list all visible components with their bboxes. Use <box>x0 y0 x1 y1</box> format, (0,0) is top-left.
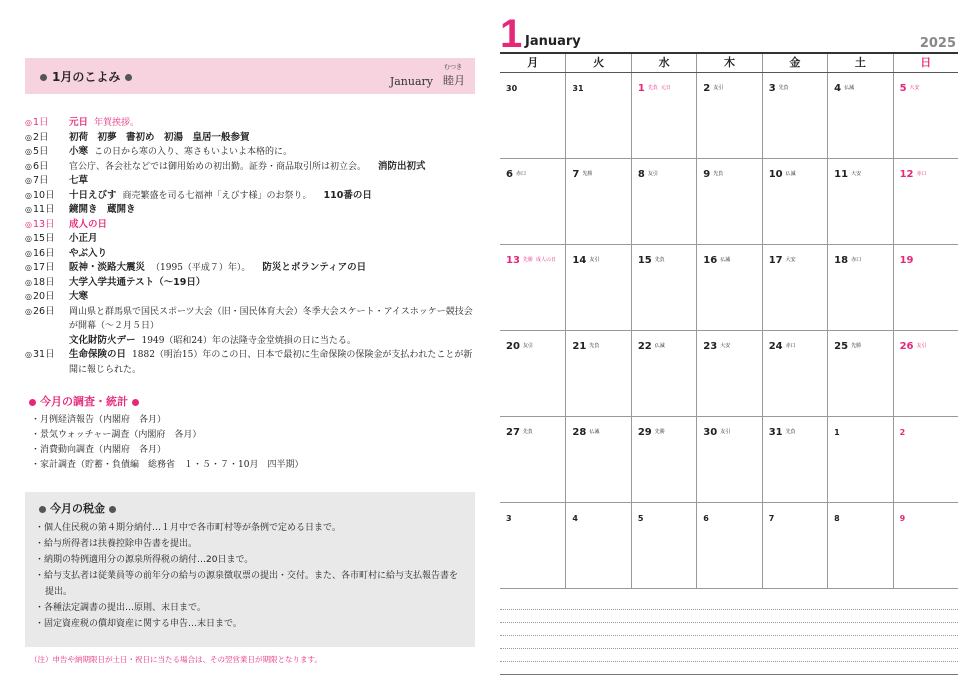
day-number: 7 <box>572 169 580 180</box>
memo-line <box>500 610 958 623</box>
event-name: 文化財防火デー <box>69 334 136 346</box>
event-extra: 110番の日 <box>323 189 372 201</box>
event-body <box>69 203 475 218</box>
event-date: ◎ 31日 <box>25 348 69 377</box>
day-cell[interactable] <box>500 245 565 331</box>
calendar-panel <box>500 12 958 675</box>
day-number: 27 <box>506 427 520 438</box>
day-cell[interactable] <box>762 245 827 331</box>
event-row <box>25 174 475 189</box>
day-cell[interactable] <box>696 73 761 159</box>
tax-item: ・各種法定調書の提出…原則、末日まで。 <box>35 603 206 613</box>
day-cell[interactable] <box>631 417 696 503</box>
day-number: 1 <box>637 83 645 94</box>
day-cell[interactable] <box>696 159 761 245</box>
day-cell[interactable] <box>696 331 761 417</box>
event-date: ◎ 15日 <box>25 232 69 247</box>
weekday-label: 日 <box>893 54 958 72</box>
event-body <box>69 189 475 204</box>
survey-item: ・月例経済報告（内閣府 各月） <box>31 415 167 425</box>
event-date: ◎ 16日 <box>25 247 69 262</box>
weekday-label: 木 <box>696 54 761 72</box>
day-cell[interactable] <box>565 245 630 331</box>
day-cell[interactable] <box>500 331 565 417</box>
day-number: 2 <box>899 428 906 437</box>
day-cells <box>500 73 958 589</box>
weekday-label: 水 <box>631 54 696 72</box>
rokuyo-label: 赤口 <box>515 171 526 177</box>
event-body <box>69 276 475 291</box>
event-extra: 防災とボランティアの日 <box>262 262 367 273</box>
event-name: 初荷 初夢 書初め 初湯 皇居一般参賀 <box>69 131 250 143</box>
rokuyo-label: 友引 <box>713 85 724 91</box>
event-row <box>25 189 475 204</box>
footnote: （注）申告や納期限日が土日・祝日に当たる場合は、その翌営業日が期限となります。 <box>30 655 322 664</box>
rokuyo-label: 赤口 <box>851 257 862 263</box>
event-body <box>69 305 475 334</box>
event-desc: （1995（平成７）年）。 <box>151 263 251 273</box>
event-date: ◎ 26日 <box>25 305 69 334</box>
day-cell[interactable] <box>893 331 958 417</box>
day-number: 30 <box>506 84 518 93</box>
event-desc: この日から寒の入り、寒さもいよいよ本格的に。 <box>94 147 293 157</box>
day-cell[interactable] <box>565 73 630 159</box>
rokuyo-label: 先負 <box>647 85 658 91</box>
rokuyo-label: 友引 <box>589 257 600 263</box>
events-list <box>25 116 475 377</box>
event-date: ◎ 5日 <box>25 145 69 160</box>
day-number: 28 <box>572 427 587 438</box>
day-cell[interactable] <box>827 331 892 417</box>
day-cell[interactable] <box>696 503 761 589</box>
day-number: 3 <box>506 514 512 523</box>
day-cell[interactable] <box>631 331 696 417</box>
event-date: ◎ 2日 <box>25 131 69 146</box>
event-body <box>69 218 475 233</box>
day-number: 12 <box>899 169 914 180</box>
month-number: 1 <box>500 12 523 56</box>
day-number: 6 <box>506 169 513 180</box>
event-name: 小正月 <box>69 233 98 244</box>
memo-line <box>500 636 958 649</box>
holiday-label: 成人の日 <box>535 257 556 263</box>
event-name: 阪神・淡路大震災 <box>69 262 146 273</box>
event-name: 元日 <box>69 117 89 128</box>
day-number: 15 <box>637 255 652 266</box>
rokuyo-label: 先負 <box>778 85 789 91</box>
event-body <box>69 290 475 305</box>
day-cell[interactable] <box>893 503 958 589</box>
day-number: 10 <box>768 169 783 180</box>
rokuyo-label: 大安 <box>785 257 796 263</box>
day-cell[interactable] <box>827 73 892 159</box>
day-cell[interactable] <box>565 331 630 417</box>
event-date: ◎ 13日 <box>25 218 69 233</box>
rokuyo-label: 先勝 <box>654 429 665 435</box>
event-date: ◎ 18日 <box>25 276 69 291</box>
event-body <box>69 116 475 131</box>
day-number: 14 <box>572 255 587 266</box>
bullet-icon <box>132 399 139 406</box>
day-cell[interactable] <box>631 159 696 245</box>
rokuyo-label: 先勝 <box>582 171 593 177</box>
memo-line <box>500 662 958 675</box>
event-body <box>69 247 475 262</box>
event-row <box>25 218 475 233</box>
event-name: 鏡開き 蔵開き <box>69 204 136 215</box>
day-number: 25 <box>834 341 849 352</box>
rokuyo-label: 大安 <box>909 85 920 91</box>
day-number: 24 <box>768 341 783 352</box>
event-date: ◎ 1日 <box>25 116 69 131</box>
tax-title: 今月の税金 <box>35 500 465 516</box>
weekday-label: 月 <box>527 56 539 69</box>
rokuyo-label: 先勝 <box>851 343 862 349</box>
event-row <box>25 145 475 160</box>
memo-line <box>500 623 958 636</box>
rokuyo-label: 先負 <box>522 429 533 435</box>
tax-item: ・給与所得者は扶養控除申告書を提出。 <box>35 539 198 549</box>
day-cell[interactable] <box>762 417 827 503</box>
koyomi-header <box>25 58 475 94</box>
day-cell[interactable] <box>827 159 892 245</box>
event-name: 大寒 <box>69 291 89 302</box>
day-cell[interactable] <box>762 331 827 417</box>
tax-item: ・納期の特例適用分の源泉所得税の納付…20日まで。 <box>35 555 254 565</box>
day-cell[interactable] <box>762 503 827 589</box>
day-number: 5 <box>637 514 644 523</box>
day-number: 17 <box>768 255 783 266</box>
event-desc: 商売繁盛を司る七福神「えびす様」のお祭り。 <box>122 190 312 201</box>
month-name: January <box>525 34 581 49</box>
rokuyo-label: 仏滅 <box>785 171 796 177</box>
day-cell[interactable] <box>631 503 696 589</box>
day-number: 7 <box>768 514 775 523</box>
tax-item: ・給与支払者は従業員等の前年分の給与の源泉徴収票の提出・交付。また、各市町村に給与支払報告書を提出。 <box>35 571 459 597</box>
bullet-icon <box>109 506 116 513</box>
day-number: 1 <box>834 428 840 437</box>
day-cell[interactable] <box>893 245 958 331</box>
day-cell[interactable] <box>500 159 565 245</box>
bullet-icon <box>125 74 132 81</box>
day-number: 3 <box>768 83 776 94</box>
rokuyo-label: 仏滅 <box>720 257 731 263</box>
rokuyo-label: 仏滅 <box>844 85 855 91</box>
memo-line <box>500 597 958 610</box>
event-desc: 岡山県と群馬県で国民スポーツ大会（旧・国民体育大会）冬季大会スケート・アイスホッケー競技会が開幕（〜２月５日） <box>69 306 473 331</box>
rokuyo-label: 友引 <box>720 429 731 435</box>
rokuyo-label: 友引 <box>916 343 927 349</box>
day-number: 16 <box>703 255 718 266</box>
weekday-label: 金 <box>762 54 827 72</box>
rokuyo-label: 先負 <box>654 257 665 263</box>
event-row <box>25 276 475 291</box>
rokuyo-label: 大安 <box>720 343 731 349</box>
day-cell[interactable] <box>762 73 827 159</box>
event-row <box>25 116 475 131</box>
memo-lines <box>500 597 958 675</box>
day-number: 11 <box>834 169 849 180</box>
day-number: 23 <box>703 341 718 352</box>
event-body <box>69 160 475 175</box>
day-cell[interactable] <box>696 417 761 503</box>
weekday-header <box>500 54 958 73</box>
event-name: 小寒 <box>69 146 89 157</box>
event-date: ◎ 6日 <box>25 160 69 175</box>
rokuyo-label: 先負 <box>785 429 796 435</box>
rokuyo-label: 友引 <box>522 343 533 349</box>
event-name: 七草 <box>69 175 89 186</box>
english-month: January <box>389 75 433 88</box>
event-row <box>25 348 475 377</box>
day-number: 6 <box>703 514 709 523</box>
rokuyo-label: 先負 <box>713 171 724 177</box>
event-row <box>25 290 475 305</box>
day-cell[interactable] <box>827 417 892 503</box>
year: 2025 <box>919 36 956 51</box>
day-number: 26 <box>899 341 914 352</box>
day-number: 8 <box>637 169 645 180</box>
holiday-label: 元日 <box>660 85 671 91</box>
survey-item: ・家計調査（貯蓄・負債編 総務省 １・５・７・10月 四半期） <box>31 460 304 470</box>
day-cell[interactable] <box>893 73 958 159</box>
event-body <box>69 174 475 189</box>
event-name: 十日えびす <box>69 189 117 201</box>
event-body <box>69 145 475 160</box>
day-number: 21 <box>572 341 587 352</box>
bullet-icon <box>39 506 46 513</box>
survey-item: ・消費動向調査（内閣府 各月） <box>31 445 167 455</box>
bullet-icon <box>40 74 47 81</box>
old-month-ruby: むつき <box>444 64 463 71</box>
day-number: 31 <box>768 427 783 438</box>
event-desc: 官公庁、各会社などでは御用始めの初出勤。証券・商品取引所は初立会。 <box>69 161 367 172</box>
old-month-name: 睦月 <box>443 74 465 87</box>
day-cell[interactable] <box>827 503 892 589</box>
rokuyo-label: 仏滅 <box>654 343 665 349</box>
event-row <box>25 160 475 175</box>
weekday-label: 火 <box>565 54 630 72</box>
day-cell[interactable] <box>565 159 630 245</box>
day-cell[interactable] <box>762 159 827 245</box>
tax-list <box>35 520 465 632</box>
day-cell[interactable] <box>827 245 892 331</box>
day-number: 29 <box>637 427 652 438</box>
calendar-grid <box>500 52 958 589</box>
day-number: 4 <box>834 83 842 94</box>
event-body <box>69 232 475 247</box>
event-body <box>69 131 475 146</box>
day-number: 30 <box>703 427 718 438</box>
day-cell[interactable] <box>631 245 696 331</box>
day-cell[interactable] <box>565 417 630 503</box>
day-number: 20 <box>506 341 520 352</box>
day-number: 31 <box>572 84 584 93</box>
rokuyo-label: 赤口 <box>785 343 796 349</box>
day-number: 22 <box>637 341 652 352</box>
event-row <box>25 203 475 218</box>
day-number: 4 <box>572 514 578 523</box>
day-cell[interactable] <box>696 245 761 331</box>
day-number: 9 <box>703 169 711 180</box>
day-cell[interactable] <box>893 159 958 245</box>
event-name: やぶ入り <box>69 247 108 259</box>
event-date: ◎ 7日 <box>25 174 69 189</box>
day-number: 13 <box>506 255 520 266</box>
event-body <box>69 348 475 377</box>
day-number: 2 <box>703 83 711 94</box>
rokuyo-label: 仏滅 <box>589 429 600 435</box>
event-row <box>25 247 475 262</box>
event-row <box>25 131 475 146</box>
day-number: 9 <box>899 514 906 523</box>
event-date: ◎ 11日 <box>25 203 69 218</box>
event-desc: 年賀挨拶。 <box>94 118 140 128</box>
event-extra: 消防出初式 <box>378 160 426 172</box>
tax-box <box>25 492 475 647</box>
rokuyo-label: 赤口 <box>916 171 927 177</box>
day-cell[interactable] <box>500 503 565 589</box>
rokuyo-label: 友引 <box>647 171 658 177</box>
event-date: ◎ 20日 <box>25 290 69 305</box>
survey-item: ・景気ウォッチャー調査（内閣府 各月） <box>31 430 202 440</box>
event-row <box>25 261 475 276</box>
day-number: 5 <box>899 83 907 94</box>
rokuyo-label: 大安 <box>851 171 862 177</box>
event-row <box>25 232 475 247</box>
day-number: 19 <box>899 255 914 266</box>
koyomi-title: 1月のこよみ <box>52 69 121 84</box>
day-number: 8 <box>834 514 840 523</box>
day-number: 18 <box>834 255 849 266</box>
event-date: ◎ 17日 <box>25 261 69 276</box>
event-date: ◎ 10日 <box>25 189 69 204</box>
koyomi-panel <box>25 58 475 473</box>
rokuyo-label: 先勝 <box>522 257 533 263</box>
rokuyo-label: 先負 <box>589 343 600 349</box>
bullet-icon <box>29 399 36 406</box>
event-desc: 1882（明治15）年のこの日、日本で最初に生命保険の保険金が支払われたことが新聞に報じられた。 <box>69 350 473 375</box>
event-row <box>25 305 475 334</box>
day-cell[interactable] <box>893 417 958 503</box>
memo-line <box>500 649 958 662</box>
event-name: 生命保険の日 <box>69 349 127 360</box>
survey-title: 今月の調査・統計 <box>25 393 475 409</box>
event-body <box>69 334 475 349</box>
event-body <box>69 261 475 276</box>
day-cell[interactable] <box>631 73 696 159</box>
day-cell[interactable] <box>500 73 565 159</box>
survey-list <box>25 413 475 473</box>
event-name: 成人の日 <box>69 218 108 230</box>
weekday-label: 土 <box>827 54 892 72</box>
tax-item: ・固定資産税の償却資産に関する申告…末日まで。 <box>35 619 242 629</box>
event-row <box>25 334 475 349</box>
event-desc: 1949（昭和24）年の法隆寺金堂焼損の日に当たる。 <box>141 335 356 346</box>
day-cell[interactable] <box>500 417 565 503</box>
tax-item: ・個人住民税の第４期分納付…１月中で各市町村等が条例で定める日まで。 <box>35 523 341 533</box>
event-name: 大学入学共通テスト（〜19日） <box>69 276 206 288</box>
day-cell[interactable] <box>565 503 630 589</box>
